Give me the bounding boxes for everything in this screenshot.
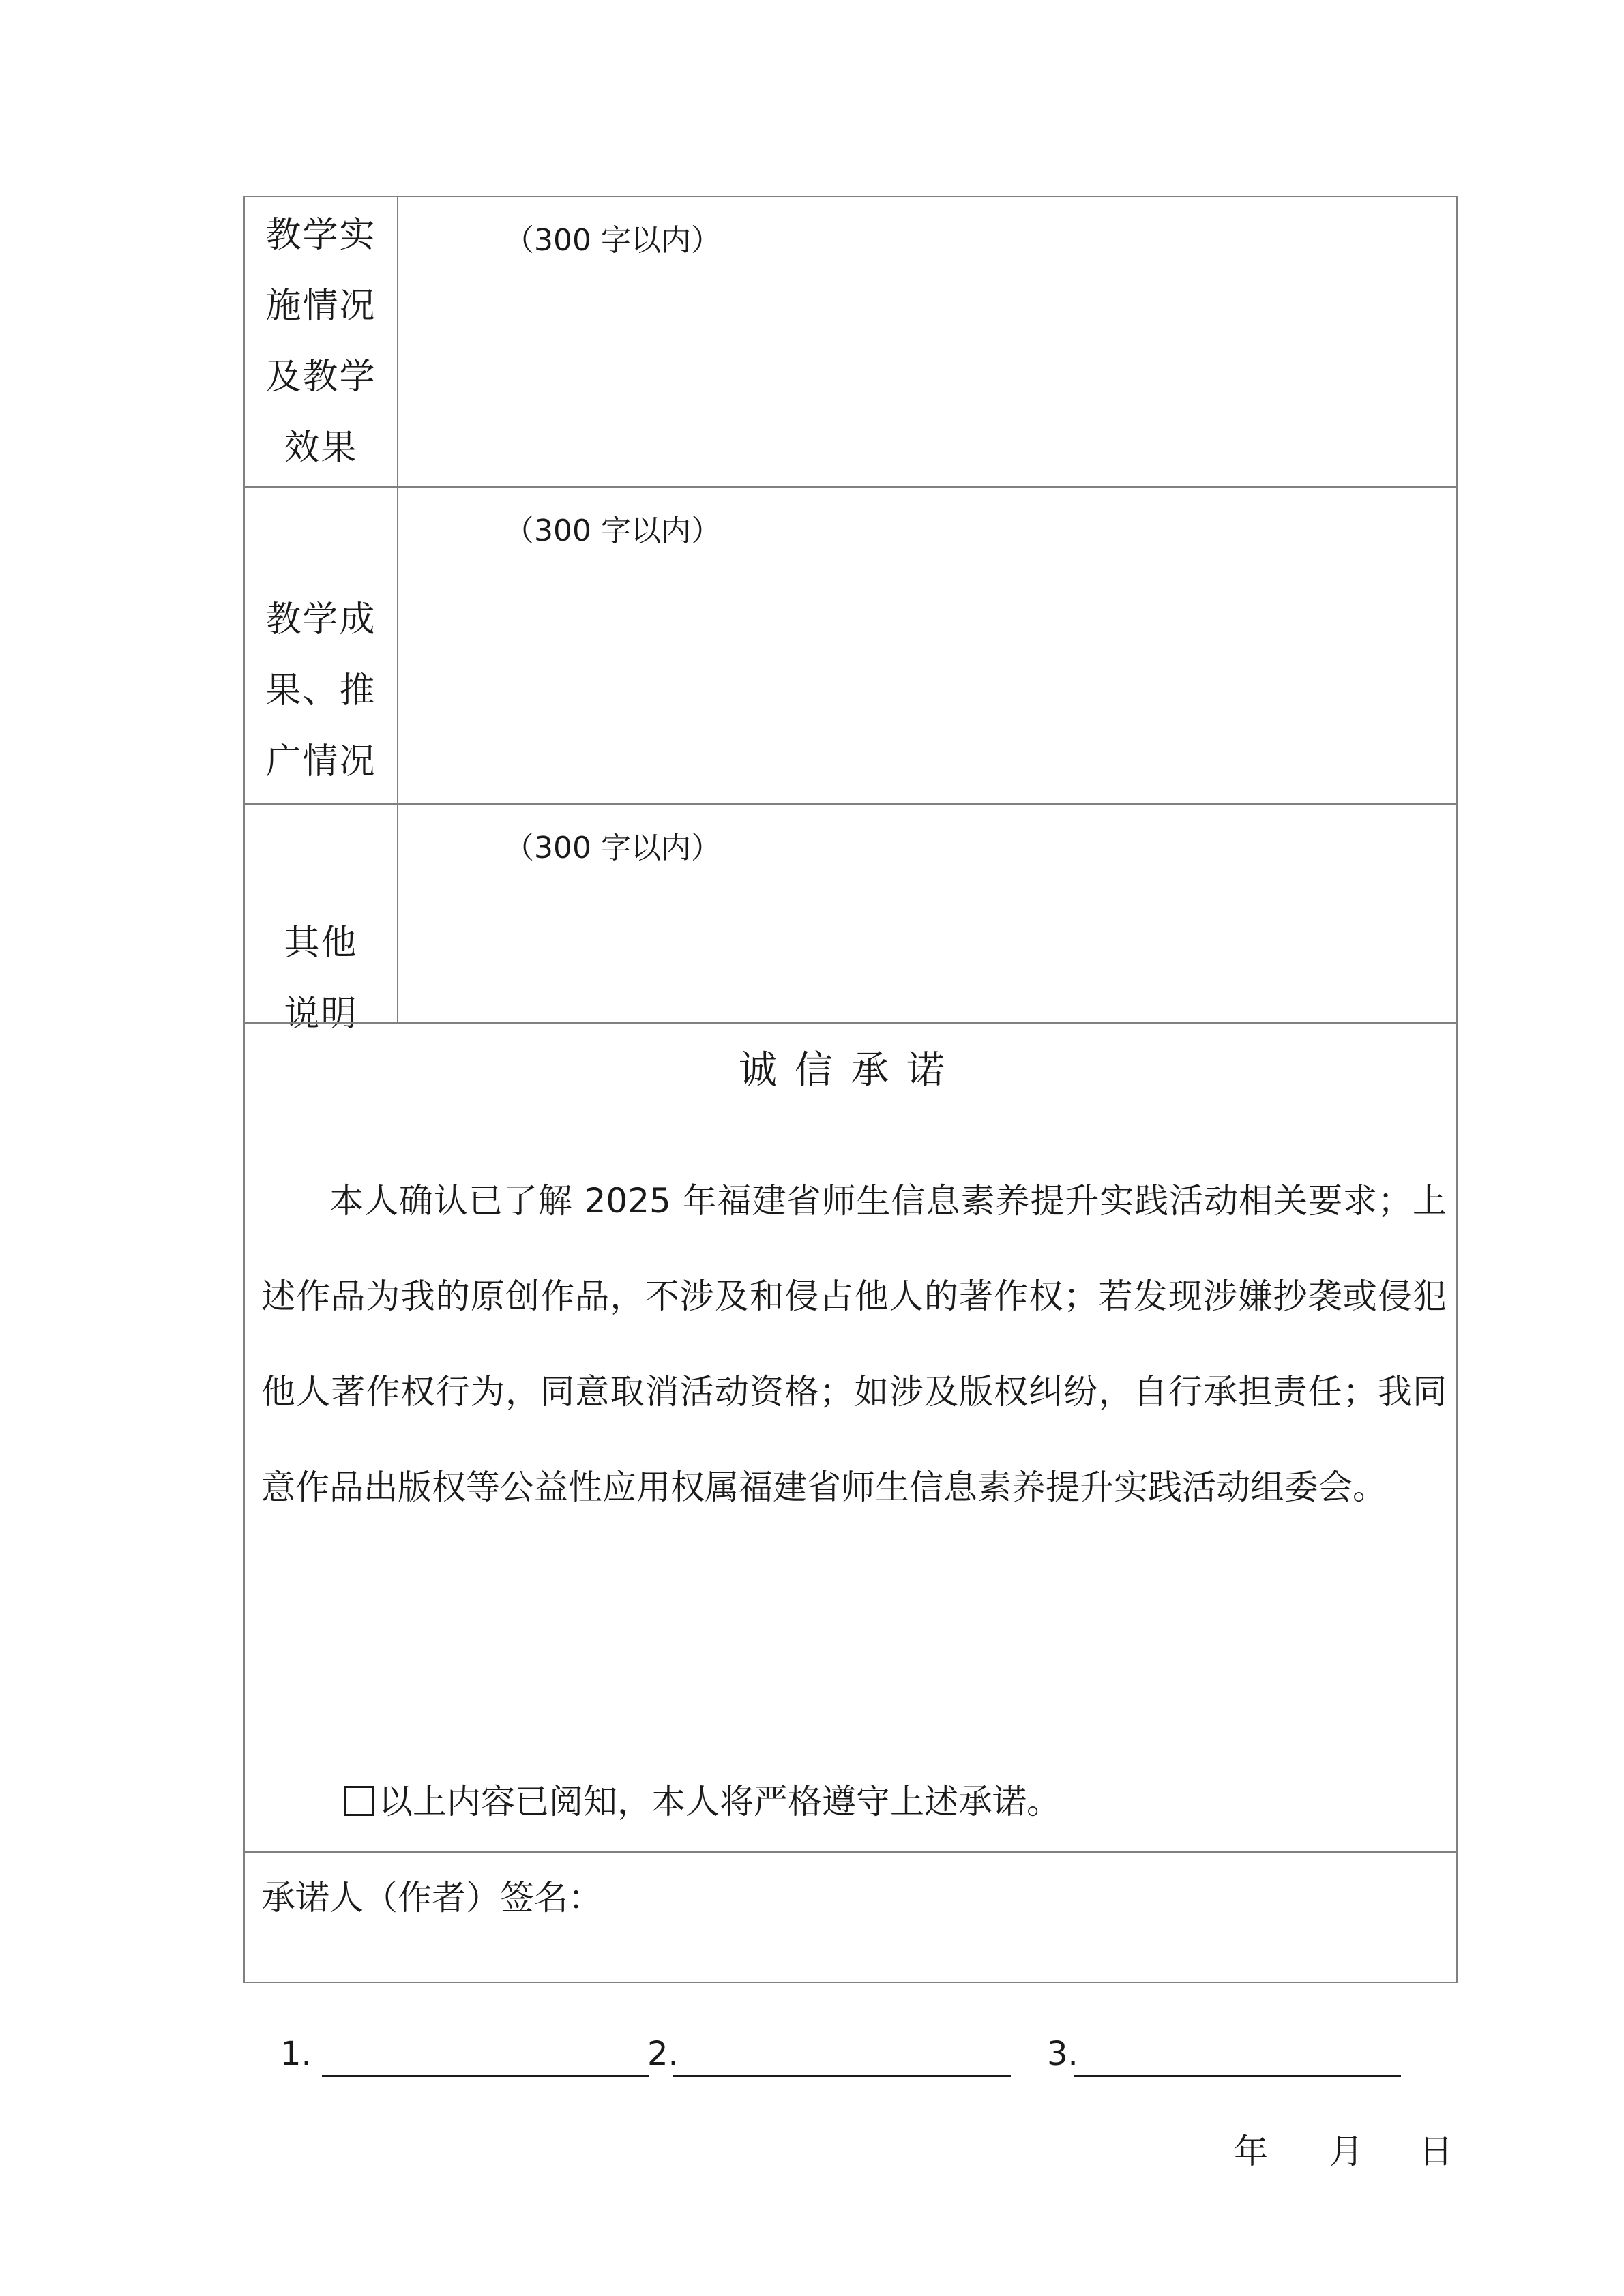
- pledge-paragraph: 本人确认已了解 2025 年福建省师生信息素养提升实践活动相关要求；上述作品为我的原创作品，不涉及和侵占他人的著作权；若发现涉嫌抄袭或侵犯他人著作权行为，同意取消活动资格；如涉及版权纠纷，自行承担责任；我同意作品出版权等公益性应用权属福建省师生信息素养提升实践活动组委会。: [261, 1181, 1447, 1507]
- label-line: 施情况: [265, 286, 377, 327]
- acknowledge-checkbox[interactable]: [344, 1786, 374, 1816]
- date-year-label: 年: [1234, 2132, 1268, 2171]
- acknowledge-text: 以上内容已阅知，本人将严格遵守上述承诺。: [379, 1782, 1061, 1821]
- signature-slots: [245, 2030, 1456, 2078]
- row-divider: [245, 1851, 1456, 1853]
- label-column-divider: [397, 197, 398, 1022]
- row-divider: [245, 486, 1456, 488]
- label-line: 教学实: [265, 215, 377, 256]
- signer-label: 承诺人（作者）签名：: [261, 1878, 602, 1918]
- label-line: 果、推: [265, 670, 377, 711]
- word-limit-hint: （300 字以内）: [504, 223, 721, 258]
- declaration-form: [243, 196, 1458, 2171]
- acknowledge-line: [344, 1781, 1061, 1822]
- row-divider: [245, 803, 1456, 805]
- signature-slot-number: 3.: [1047, 2035, 1078, 2073]
- word-limit-hint: （300 字以内）: [504, 513, 721, 548]
- signature-slot-number: 2.: [647, 2035, 679, 2073]
- label-line: 说明: [284, 994, 358, 1034]
- row-label-teaching-results: [245, 584, 397, 797]
- signature-line-1[interactable]: [322, 2075, 649, 2077]
- label-line: 及教学: [265, 357, 377, 398]
- label-line: 广情况: [265, 741, 377, 782]
- label-line: 其他: [284, 923, 358, 964]
- pledge-title: 诚信承诺: [739, 1048, 962, 1092]
- date-month-label: 月: [1329, 2132, 1363, 2171]
- row-label-teaching-implementation: [245, 200, 397, 483]
- word-limit-hint: （300 字以内）: [504, 831, 721, 865]
- pledge-text: [261, 1153, 1447, 1535]
- signature-slot-number: 1.: [280, 2035, 312, 2073]
- label-line: 教学成: [265, 599, 377, 640]
- label-line: 效果: [284, 428, 358, 468]
- row-divider: [245, 1022, 1456, 1024]
- row-label-other-notes: [245, 908, 397, 1049]
- date-day-label: 日: [1419, 2132, 1453, 2171]
- signature-line-3[interactable]: [1074, 2075, 1401, 2077]
- signature-line-2[interactable]: [673, 2075, 1011, 2077]
